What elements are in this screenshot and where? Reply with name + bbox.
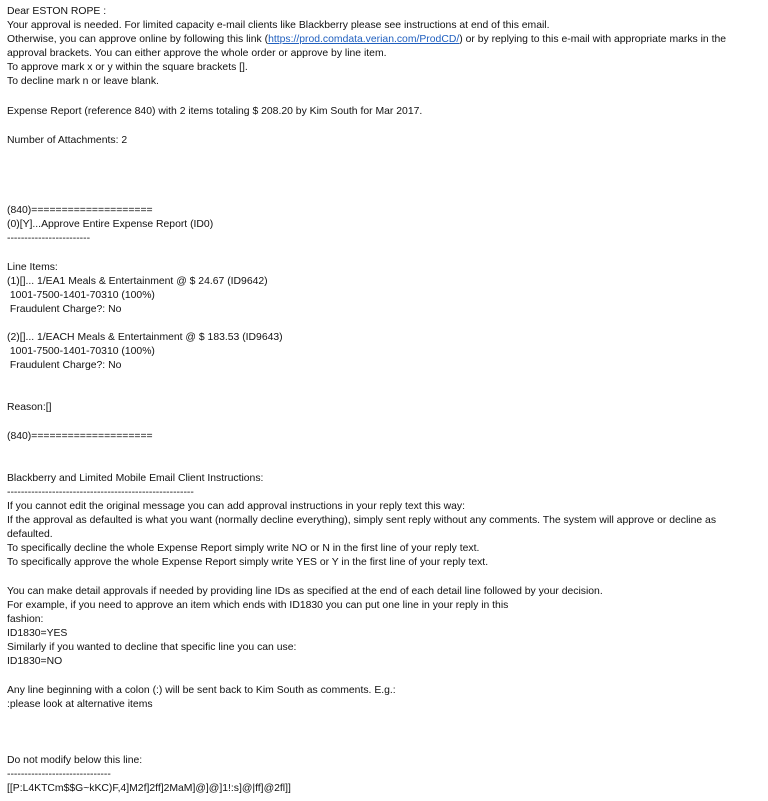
separator-long: ------------------------------------------------------: [7, 487, 194, 498]
line-item-1-fraud: Fraudulent Charge?: No: [7, 304, 122, 315]
comment-example: :please look at alternative items: [7, 699, 153, 710]
detail-instruction-1: You can make detail approvals if needed by providing line IDs as specified at the end of each detail line followed by your decision.: [7, 586, 603, 597]
line-item-2-account: 1001-7500-1401-70310 (100%): [7, 346, 155, 357]
attachments-count: Number of Attachments: 2: [7, 135, 128, 146]
encoded-token: [[P:L4KTCm$$G~kKC)F,4]M2f]2ff]2MaM]@]@]1!:s]@|ff]@2fl]]: [7, 783, 291, 794]
approve-hint: To approve mark x or y within the square brackets [].: [7, 62, 248, 73]
do-not-modify-label: Do not modify below this line:: [7, 755, 143, 766]
line-item-1-account: 1001-7500-1401-70310 (100%): [7, 290, 155, 301]
line-item-2: (2)[]... 1/EACH Meals & Entertainment @ $ 183.53 (ID9643): [7, 332, 283, 343]
detail-example-yes: ID1830=YES: [7, 628, 68, 639]
decline-hint: To decline mark n or leave blank.: [7, 76, 159, 87]
intro-text-after-link: ) or by replying to this e-mail with appropriate marks in the approval brackets. You can either approve the whole order or approve by line item.: [7, 34, 727, 59]
separator-short: ------------------------: [7, 233, 91, 244]
intro-text-before-link: Otherwise, you can approve online by following this link (: [7, 34, 269, 45]
blackberry-instruction-2: If the approval as defaulted is what you want (normally decline everything), simply sent reply without any comments. The system will approve or decline as defaulted.: [7, 515, 717, 540]
detail-instruction-5: Similarly if you wanted to decline that specific line you can use:: [7, 642, 297, 653]
blackberry-instruction-3: To specifically decline the whole Expense Report simply write NO or N in the first line of your reply text.: [7, 543, 480, 554]
line-item-1: (1)[]... 1/EA1 Meals & Entertainment @ $ 24.67 (ID9642): [7, 276, 268, 287]
detail-instruction-2: For example, if you need to approve an item which ends with ID1830 you can put one line in your reply in this: [7, 600, 509, 611]
block-end-marker: (840)====================: [7, 431, 153, 442]
report-summary: Expense Report (reference 840) with 2 items totaling $ 208.20 by Kim South for Mar 2017.: [7, 106, 423, 117]
intro-link-paragraph: [7, 33, 764, 61]
approval-link[interactable]: https://prod.comdata.verian.com/ProdCD/: [268, 34, 460, 45]
reason-line: Reason:[]: [7, 402, 52, 413]
intro-line: Your approval is needed. For limited capacity e-mail clients like Blackberry please see instructions at end of this email.: [7, 20, 550, 31]
detail-instruction-3: fashion:: [7, 614, 44, 625]
line-items-header: Line Items:: [7, 262, 58, 273]
detail-example-no: ID1830=NO: [7, 656, 63, 667]
approve-entire-line: (0)[Y]...Approve Entire Expense Report (ID0): [7, 219, 214, 230]
blackberry-instruction-1: If you cannot edit the original message you can add approval instructions in your reply text this way:: [7, 501, 466, 512]
blackberry-header: Blackberry and Limited Mobile Email Client Instructions:: [7, 473, 264, 484]
comment-instruction: Any line beginning with a colon (:) will be sent back to Kim South as comments. E.g.:: [7, 685, 396, 696]
blackberry-instruction-4: To specifically approve the whole Expense Report simply write YES or Y in the first line of your reply text.: [7, 557, 489, 568]
greeting: Dear ESTON ROPE :: [7, 6, 107, 17]
line-item-2-fraud: Fraudulent Charge?: No: [7, 360, 122, 371]
block-start-marker: (840)====================: [7, 205, 153, 216]
separator-mid: ------------------------------: [7, 769, 111, 780]
